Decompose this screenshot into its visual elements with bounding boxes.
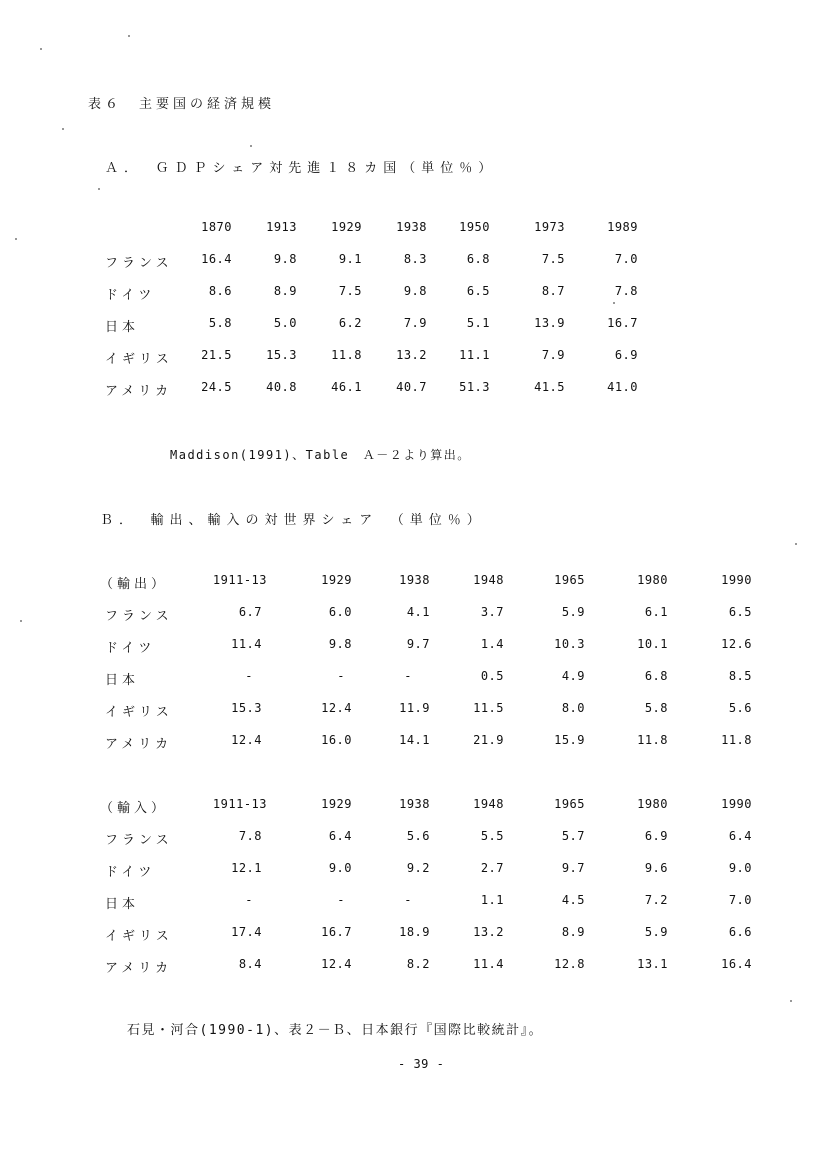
table-cell: 11.9 <box>399 701 430 715</box>
scan-speck <box>20 620 22 622</box>
country-label: 日本 <box>105 320 140 335</box>
table-cell: 41.0 <box>607 380 638 394</box>
table-cell: 12.1 <box>231 861 262 875</box>
table-cell: 8.2 <box>406 957 430 971</box>
table-cell: 40.7 <box>396 380 427 394</box>
table-cell: 40.8 <box>266 380 297 394</box>
country-label: アメリカ <box>105 961 173 976</box>
table-cell: 11.5 <box>473 701 504 715</box>
table-cell: 16.4 <box>721 957 752 971</box>
table-cell: 6.5 <box>466 284 490 298</box>
table-cell: 0.5 <box>480 669 504 683</box>
country-label: フランス <box>105 833 173 848</box>
table-cell: 7.0 <box>728 893 752 907</box>
table-cell: 8.4 <box>238 957 262 971</box>
page-number: - 39 - <box>398 1057 445 1071</box>
table-cell: 6.7 <box>238 605 262 619</box>
table-cell: 8.6 <box>208 284 232 298</box>
table-cell: 7.2 <box>644 893 668 907</box>
year-header: 1870 <box>201 220 232 234</box>
table-cell: 18.9 <box>399 925 430 939</box>
table-cell: 1.1 <box>480 893 504 907</box>
table-cell: - <box>404 669 412 683</box>
table-cell: 9.0 <box>328 861 352 875</box>
country-label: ドイツ <box>105 865 156 880</box>
table-cell: 9.8 <box>403 284 427 298</box>
table-cell: - <box>245 893 253 907</box>
table-cell: 13.9 <box>534 316 565 330</box>
table-cell: 41.5 <box>534 380 565 394</box>
year-header: 1990 <box>721 797 752 811</box>
table-cell: 6.2 <box>338 316 362 330</box>
country-label: イギリス <box>105 352 173 367</box>
table-cell: 15.3 <box>231 701 262 715</box>
table-cell: 13.2 <box>473 925 504 939</box>
table-cell: 11.8 <box>637 733 668 747</box>
year-header: 1965 <box>554 573 585 587</box>
scan-speck <box>613 302 615 304</box>
country-label: ドイツ <box>105 288 156 303</box>
table-cell: 12.4 <box>321 957 352 971</box>
table-cell: 11.8 <box>721 733 752 747</box>
table-cell: 9.7 <box>561 861 585 875</box>
table-cell: 1.4 <box>480 637 504 651</box>
year-header: 1950 <box>459 220 490 234</box>
scan-speck <box>795 543 797 545</box>
scan-speck <box>98 188 100 190</box>
table-cell: 5.7 <box>561 829 585 843</box>
table-cell: 6.8 <box>644 669 668 683</box>
table-cell: 5.6 <box>728 701 752 715</box>
table-cell: 16.7 <box>321 925 352 939</box>
table-cell: 12.6 <box>721 637 752 651</box>
table-cell: 5.8 <box>644 701 668 715</box>
year-header: 1911-13 <box>212 573 267 587</box>
scan-speck <box>128 35 130 37</box>
table-cell: 4.1 <box>406 605 430 619</box>
country-label: イギリス <box>105 929 173 944</box>
table-cell: 13.2 <box>396 348 427 362</box>
year-header: 1989 <box>607 220 638 234</box>
section-b-heading: Ｂ． 輸出、輸入の対世界シェア （単位％） <box>100 513 486 528</box>
table-cell: - <box>245 669 253 683</box>
table-cell: 9.2 <box>406 861 430 875</box>
table-cell: - <box>337 669 345 683</box>
table-cell: 16.7 <box>607 316 638 330</box>
year-header: 1938 <box>399 573 430 587</box>
scan-speck <box>62 128 64 130</box>
country-label: アメリカ <box>105 384 173 399</box>
country-label: アメリカ <box>105 737 173 752</box>
table-cell: 5.9 <box>561 605 585 619</box>
country-label: ドイツ <box>105 641 156 656</box>
table-cell: 3.7 <box>480 605 504 619</box>
table-cell: 4.5 <box>561 893 585 907</box>
table-cell: 11.8 <box>331 348 362 362</box>
country-label: イギリス <box>105 705 173 720</box>
table-cell: 16.0 <box>321 733 352 747</box>
table-cell: 7.5 <box>338 284 362 298</box>
table-cell: 6.6 <box>728 925 752 939</box>
year-header: 1980 <box>637 573 668 587</box>
table-cell: 9.1 <box>338 252 362 266</box>
table-cell: 10.3 <box>554 637 585 651</box>
imports-label: （輸入） <box>100 801 169 816</box>
table-cell: 6.5 <box>728 605 752 619</box>
source-note: Maddison(1991)、Table Ａ－２より算出。 <box>170 448 471 462</box>
table-cell: 7.5 <box>541 252 565 266</box>
exports-label: （輸出） <box>100 577 169 592</box>
year-header: 1913 <box>266 220 297 234</box>
page-title: 表６ 主要国の経済規模 <box>88 97 276 112</box>
table-cell: 21.5 <box>201 348 232 362</box>
country-label: フランス <box>105 256 173 271</box>
table-cell: 6.8 <box>466 252 490 266</box>
table-cell: 5.8 <box>208 316 232 330</box>
table-cell: 13.1 <box>637 957 668 971</box>
table-cell: 11.4 <box>473 957 504 971</box>
table-cell: 10.1 <box>637 637 668 651</box>
table-cell: 5.9 <box>644 925 668 939</box>
table-cell: 8.9 <box>561 925 585 939</box>
table-cell: 8.7 <box>541 284 565 298</box>
table-cell: 8.5 <box>728 669 752 683</box>
year-header: 1948 <box>473 573 504 587</box>
table-cell: 6.4 <box>328 829 352 843</box>
table-cell: 9.0 <box>728 861 752 875</box>
table-cell: 12.4 <box>321 701 352 715</box>
table-cell: 6.4 <box>728 829 752 843</box>
table-cell: 7.9 <box>541 348 565 362</box>
country-label: 日本 <box>105 897 140 912</box>
table-cell: 5.1 <box>466 316 490 330</box>
country-label: フランス <box>105 609 173 624</box>
table-cell: 51.3 <box>459 380 490 394</box>
table-cell: 2.7 <box>480 861 504 875</box>
year-header: 1938 <box>396 220 427 234</box>
table-cell: 17.4 <box>231 925 262 939</box>
table-cell: 21.9 <box>473 733 504 747</box>
table-cell: 8.0 <box>561 701 585 715</box>
year-header: 1973 <box>534 220 565 234</box>
table-cell: 7.9 <box>403 316 427 330</box>
year-header: 1929 <box>331 220 362 234</box>
table-cell: 16.4 <box>201 252 232 266</box>
table-cell: 12.8 <box>554 957 585 971</box>
year-header: 1929 <box>321 573 352 587</box>
table-cell: 4.9 <box>561 669 585 683</box>
table-cell: 8.3 <box>403 252 427 266</box>
section-a-heading: Ａ． ＧＤＰシェア対先進１８カ国（単位％） <box>105 161 498 176</box>
scan-speck <box>250 145 252 147</box>
table-cell: - <box>404 893 412 907</box>
table-cell: 46.1 <box>331 380 362 394</box>
table-cell: 5.6 <box>406 829 430 843</box>
table-cell: 12.4 <box>231 733 262 747</box>
year-header: 1938 <box>399 797 430 811</box>
table-cell: 6.9 <box>614 348 638 362</box>
table-cell: 11.1 <box>459 348 490 362</box>
table-cell: 15.3 <box>266 348 297 362</box>
table-cell: 9.6 <box>644 861 668 875</box>
country-label: 日本 <box>105 673 140 688</box>
year-header: 1965 <box>554 797 585 811</box>
source-note: 石見・河合(1990-1)、表２－Ｂ、日本銀行『国際比較統計』。 <box>127 1023 544 1038</box>
year-header: 1948 <box>473 797 504 811</box>
year-header: 1929 <box>321 797 352 811</box>
table-cell: 9.8 <box>328 637 352 651</box>
scan-speck <box>40 48 42 50</box>
table-cell: 7.8 <box>614 284 638 298</box>
year-header: 1990 <box>721 573 752 587</box>
year-header: 1911-13 <box>212 797 267 811</box>
scan-speck <box>790 1000 792 1002</box>
table-cell: 15.9 <box>554 733 585 747</box>
table-cell: 11.4 <box>231 637 262 651</box>
table-cell: 5.5 <box>480 829 504 843</box>
table-cell: - <box>337 893 345 907</box>
scan-speck <box>15 238 17 240</box>
table-cell: 24.5 <box>201 380 232 394</box>
table-cell: 14.1 <box>399 733 430 747</box>
table-cell: 9.7 <box>406 637 430 651</box>
year-header: 1980 <box>637 797 668 811</box>
table-cell: 9.8 <box>273 252 297 266</box>
table-cell: 5.0 <box>273 316 297 330</box>
table-cell: 6.1 <box>644 605 668 619</box>
table-cell: 8.9 <box>273 284 297 298</box>
table-cell: 7.8 <box>238 829 262 843</box>
table-cell: 7.0 <box>614 252 638 266</box>
table-cell: 6.0 <box>328 605 352 619</box>
table-cell: 6.9 <box>644 829 668 843</box>
